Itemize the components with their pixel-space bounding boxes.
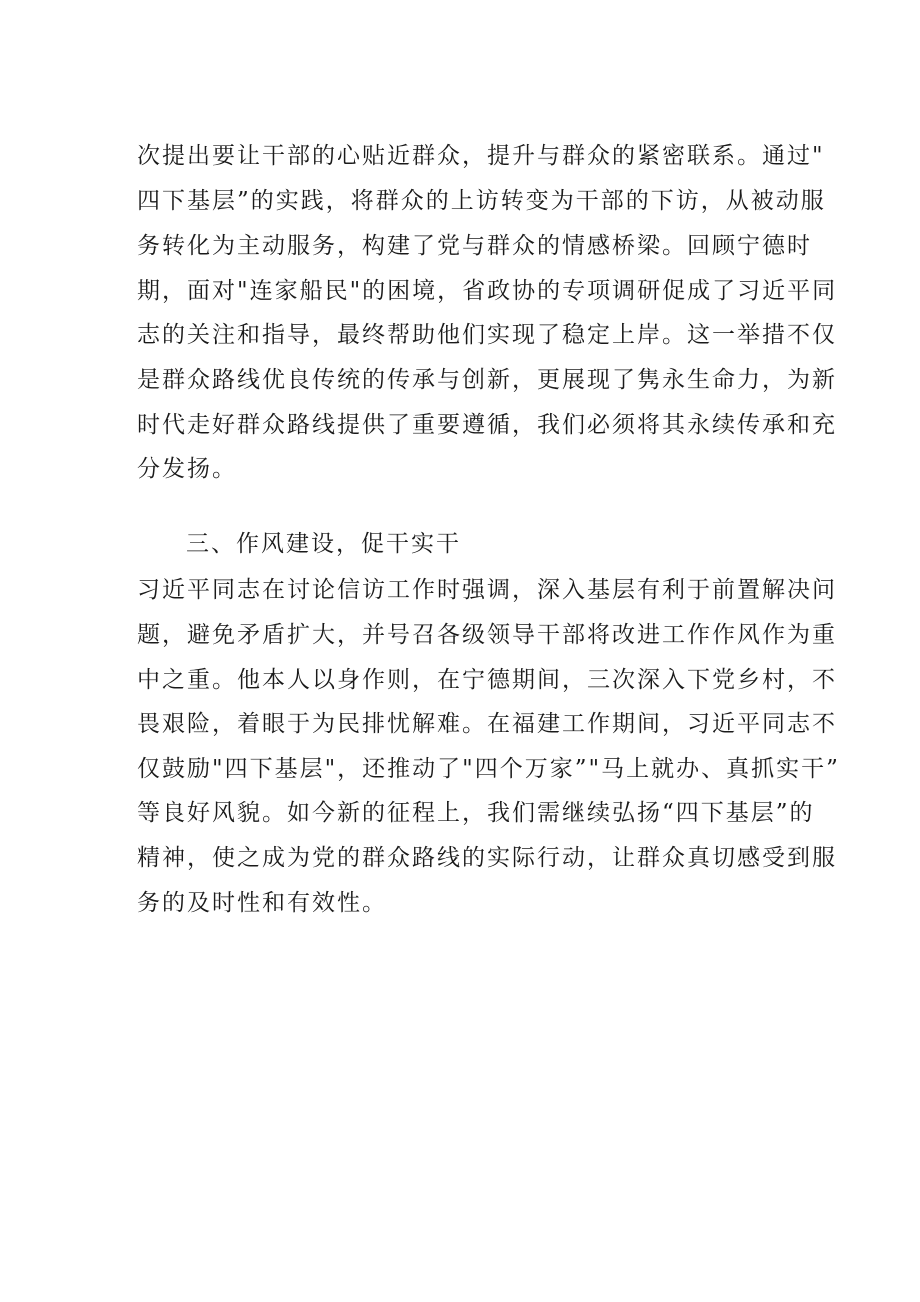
text-line: 期，面对"连家船民"的困境，省政协的专项调研促成了习近平同 [137, 278, 838, 304]
text-line: 习近平同志在讨论信访工作时强调，深入基层有利于前置解决问 [137, 577, 837, 603]
text-line: 志的关注和指导，最终帮助他们实现了稳定上岸。这一举措不仅 [137, 322, 837, 348]
text-line: 畏艰险，着眼于为民排忧解难。在福建工作期间，习近平同志不 [137, 711, 837, 737]
text-line: 务的及时性和有效性。 [137, 890, 387, 916]
text-line: 四下基层”的实践，将群众的上访转变为干部的下访，从被动服 [137, 188, 826, 214]
section-heading: 三、作风建设，促干实干 [186, 531, 461, 557]
text-line: 中之重。他本人以身作则，在宁德期间，三次深入下党乡村，不 [137, 667, 837, 693]
text-line: 精神，使之成为党的群众路线的实际行动，让群众真切感受到服 [137, 845, 837, 871]
text-line: 分发扬。 [137, 456, 237, 482]
text-line: 次提出要让干部的心贴近群众，提升与群众的紧密联系。通过" [137, 143, 825, 169]
text-line: 务转化为主动服务，构建了党与群众的情感桥梁。回顾宁德时 [137, 233, 812, 259]
text-line: 题，避免矛盾扩大，并号召各级领导干部将改进工作作风作为重 [137, 622, 837, 648]
text-line: 时代走好群众路线提供了重要遵循，我们必须将其永续传承和充 [137, 412, 837, 438]
text-line: 是群众路线优良传统的传承与创新，更展现了隽永生命力，为新 [137, 367, 837, 393]
text-line: 仅鼓励"四下基层"，还推动了"四个万家”"马上就办、真抓实干” [137, 756, 840, 782]
text-line: 等良好风貌。如今新的征程上，我们需继续弘扬“四下基层”的 [137, 800, 815, 826]
